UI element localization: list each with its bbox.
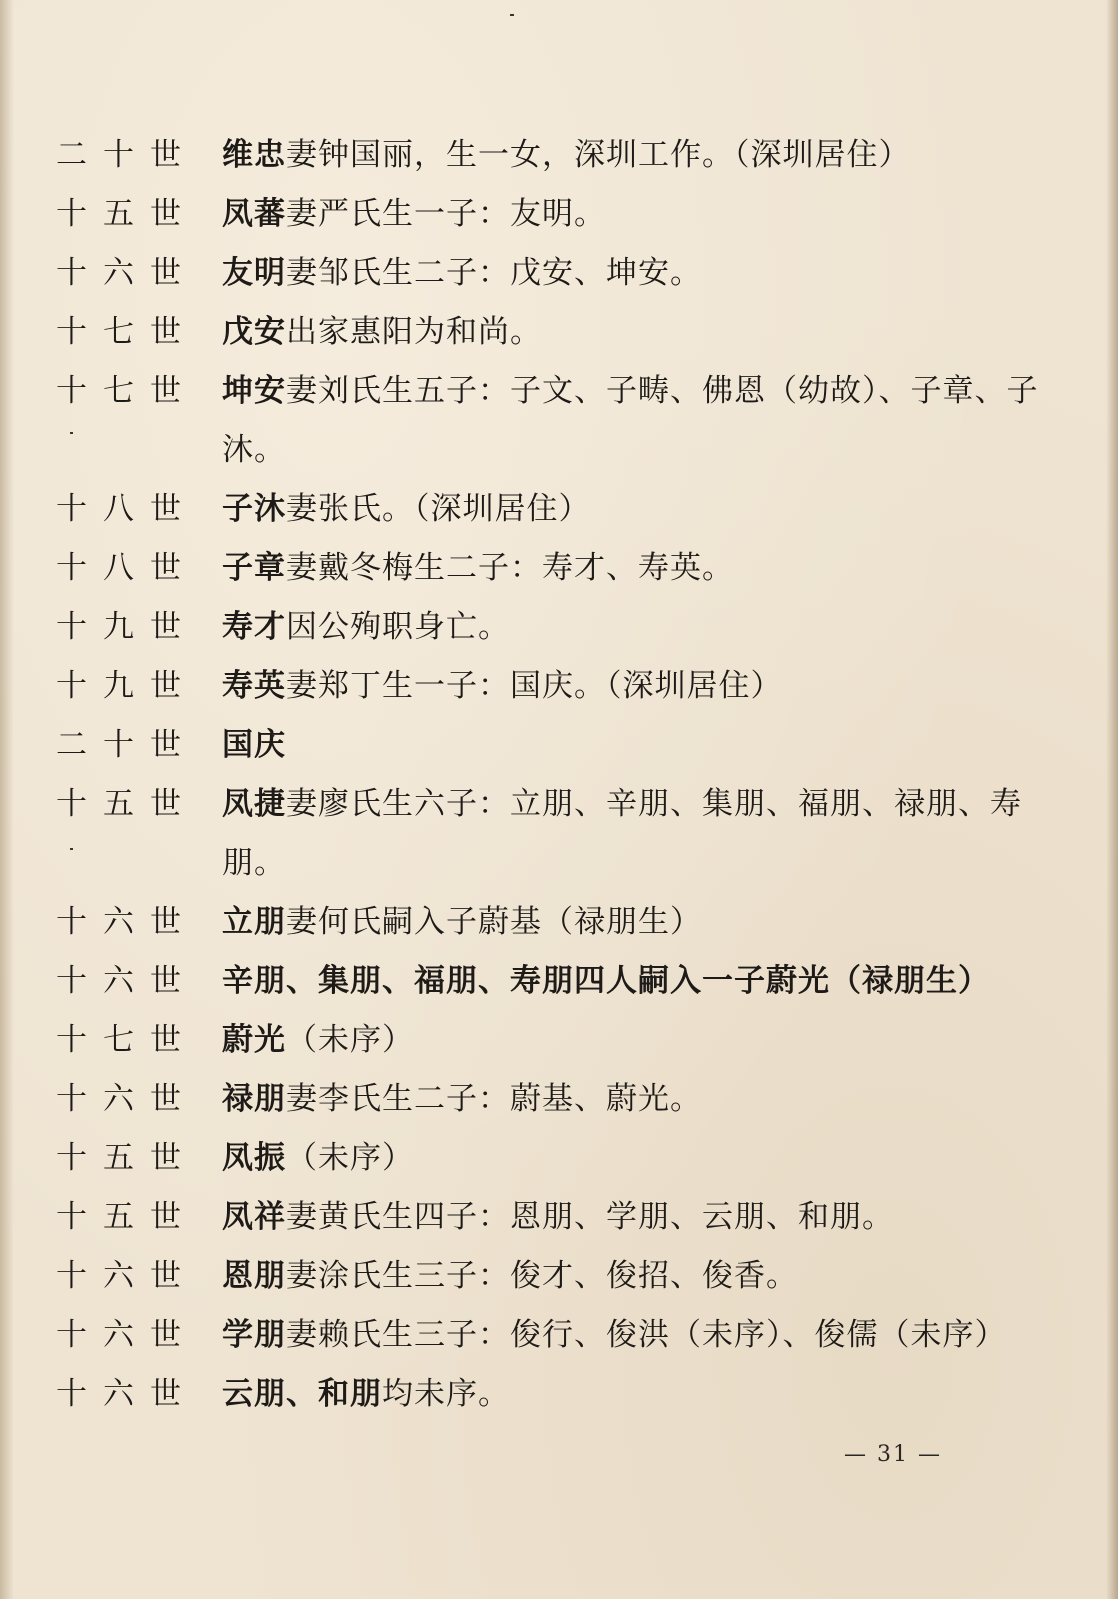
genealogy-entry	[56, 952, 1056, 1011]
entry-detail: 妻严氏生一子：友明。	[286, 196, 606, 232]
generation-label: 十九世	[56, 668, 197, 704]
genealogy-entry	[56, 775, 1056, 893]
genealogy-entry	[56, 657, 1056, 716]
person-name: 立朋	[222, 904, 286, 940]
genealogy-entry	[56, 1188, 1056, 1247]
entry-detail: （未序）	[286, 1140, 414, 1176]
generation-label: 十八世	[56, 550, 197, 586]
entry-detail: 妻何氏嗣入子蔚基（禄朋生）	[286, 904, 702, 940]
entry-detail: 妻赖氏生三子：俊行、俊洪（未序）、俊儒（未序）	[286, 1317, 1007, 1353]
entry-text	[222, 716, 1056, 775]
generation-label: 十六世	[56, 255, 197, 291]
genealogy-entry	[56, 716, 1056, 775]
generation-label: 二十世	[56, 137, 197, 173]
person-name: 凤祥	[222, 1199, 286, 1235]
generation-label: 十九世	[56, 609, 197, 645]
entry-text	[222, 539, 1056, 598]
entry-detail: 妻钟国丽，生一女，深圳工作。（深圳居住）	[286, 137, 911, 173]
entry-detail: 妻李氏生二子：蔚基、蔚光。	[286, 1081, 702, 1117]
generation-label: 十七世	[56, 1022, 197, 1058]
entry-text	[222, 1011, 1056, 1070]
genealogy-entry	[56, 126, 1056, 185]
entry-detail: 因公殉职身亡。	[286, 609, 510, 645]
person-name: 云朋、和朋	[222, 1376, 382, 1412]
person-name: 友明	[222, 255, 286, 291]
entry-detail: 妻戴冬梅生二子：寿才、寿英。	[286, 550, 734, 586]
genealogy-entry	[56, 185, 1056, 244]
generation-label: 二十世	[56, 727, 197, 763]
entry-detail: 妻张氏。（深圳居住）	[286, 491, 591, 527]
generation-label: 十七世	[56, 314, 197, 350]
entry-text	[222, 657, 1056, 716]
person-name: 禄朋	[222, 1081, 286, 1117]
genealogy-entry	[56, 1011, 1056, 1070]
entry-text	[222, 303, 1056, 362]
generation-label: 十五世	[56, 1140, 197, 1176]
genealogy-entry	[56, 480, 1056, 539]
entry-text	[222, 1306, 1056, 1365]
entry-text	[222, 1129, 1056, 1188]
genealogy-entry	[56, 303, 1056, 362]
page-number: — 31 —	[844, 1442, 942, 1467]
generation-label: 十五世	[56, 786, 197, 822]
person-name: 寿英	[222, 668, 286, 704]
entry-detail: （未序）	[286, 1022, 414, 1058]
generation-label: 十八世	[56, 491, 197, 527]
person-name: 凤蕃	[222, 196, 286, 232]
generation-label: 十六世	[56, 1317, 197, 1353]
person-name: 凤捷	[222, 786, 286, 822]
entry-text	[222, 1188, 1056, 1247]
generation-label: 十七世	[56, 373, 197, 409]
person-name: 维忠	[222, 137, 286, 173]
person-name: 凤振	[222, 1140, 286, 1176]
entry-detail: 均未序。	[382, 1376, 510, 1412]
entry-text	[222, 362, 1056, 480]
person-name: 戊安	[222, 314, 286, 350]
genealogy-entry	[56, 1070, 1056, 1129]
generation-label: 十五世	[56, 196, 197, 232]
entry-text	[222, 480, 1056, 539]
generation-label: 十六世	[56, 1081, 197, 1117]
generation-label: 十六世	[56, 1376, 197, 1412]
person-name: 学朋	[222, 1317, 286, 1353]
entry-detail: 妻涂氏生三子：俊才、俊招、俊香。	[286, 1258, 798, 1294]
genealogy-entry	[56, 1306, 1056, 1365]
generation-label: 十六世	[56, 1258, 197, 1294]
entry-text	[222, 775, 1056, 893]
genealogy-entry	[56, 362, 1056, 480]
page-left-edge-shadow	[0, 0, 14, 1599]
genealogy-entry	[56, 1129, 1056, 1188]
entry-text	[222, 893, 1056, 952]
entry-text	[222, 126, 1056, 185]
generation-label: 十六世	[56, 963, 197, 999]
entry-detail: 妻廖氏生六子：立朋、辛朋、集朋、福朋、禄朋、寿朋。	[222, 786, 1022, 881]
entry-detail: 出家惠阳为和尚。	[286, 314, 542, 350]
entry-detail: 妻邹氏生二子：戊安、坤安。	[286, 255, 702, 291]
generation-label: 十五世	[56, 1199, 197, 1235]
genealogy-entry	[56, 1247, 1056, 1306]
generation-label: 十六世	[56, 904, 197, 940]
entry-text	[222, 952, 1056, 1011]
entry-text	[222, 1365, 1056, 1424]
person-name: 子章	[222, 550, 286, 586]
person-name: 恩朋	[222, 1258, 286, 1294]
entry-text	[222, 598, 1056, 657]
person-name: 寿才	[222, 609, 286, 645]
genealogy-entry	[56, 1365, 1056, 1424]
entry-text	[222, 244, 1056, 303]
entry-text	[222, 185, 1056, 244]
entry-detail: 妻黄氏生四子：恩朋、学朋、云朋、和朋。	[286, 1199, 894, 1235]
entry-detail: 妻刘氏生五子：子文、子畴、佛恩（幼故）、子章、子沐。	[222, 373, 1039, 468]
entry-detail: 妻郑丁生一子：国庆。（深圳居住）	[286, 668, 783, 704]
genealogy-entry	[56, 598, 1056, 657]
person-name: 国庆	[222, 727, 286, 763]
person-name: 坤安	[222, 373, 286, 409]
page-right-edge-shadow	[1106, 0, 1118, 1599]
person-name: 辛朋、集朋、福朋、寿朋四人嗣入一子蔚光（禄朋生）	[222, 963, 990, 999]
person-name: 蔚光	[222, 1022, 286, 1058]
genealogy-entry	[56, 244, 1056, 303]
print-speck	[510, 14, 514, 16]
entry-text	[222, 1247, 1056, 1306]
genealogy-entry	[56, 539, 1056, 598]
genealogy-entries	[56, 126, 1056, 1424]
genealogy-entry	[56, 893, 1056, 952]
entry-text	[222, 1070, 1056, 1129]
person-name: 子沐	[222, 491, 286, 527]
